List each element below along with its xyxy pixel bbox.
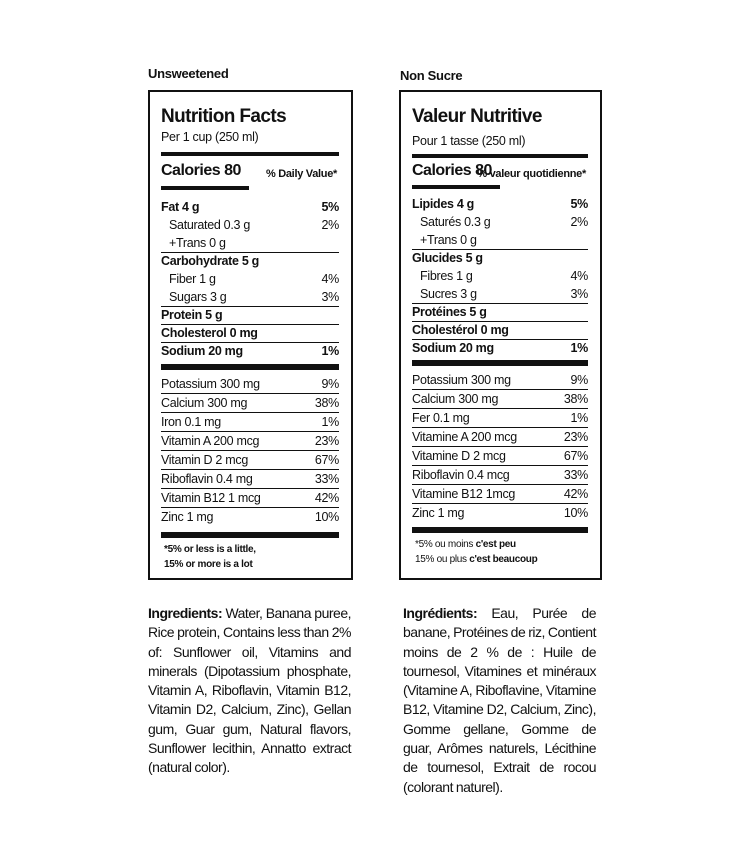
nutrient-row: Glucides 5 g: [412, 251, 483, 265]
thick-rule: [412, 527, 588, 533]
nutrient-row: Cholestérol 0 mg: [412, 321, 588, 340]
nutrient-row: Saturés 0.3 g 2%: [420, 215, 588, 229]
thick-rule: [161, 364, 339, 370]
mineral-row: Potassium 300 mg 9%: [161, 375, 339, 394]
mineral-row: Riboflavin 0.4 mg 33%: [161, 470, 339, 489]
mineral-row: Vitamin D 2 mcg 67%: [161, 451, 339, 470]
thick-rule: [412, 154, 588, 158]
nutrient-row: Protéines 5 g: [412, 303, 588, 322]
nutrition-facts-panel-fr: [399, 90, 602, 580]
mineral-row: Fer 0.1 mg 1%: [412, 409, 588, 428]
calories-rule: [412, 185, 500, 189]
ingredients-en: Ingredients: Water, Banana puree, Rice protein, Contains less than 2% of: Sunflower oil, Vitamins and minerals (Dipotassium phosphate, Vitamin A, Riboflavin, Vitamin B12, Vitamin D2, Calcium, Zinc), Gellan gum, Guar gum, Natural flavors, Sunflower lecithin, Annatto extract (natural color).: [148, 605, 351, 776]
nutrient-row: Fat 4 g 5%: [161, 200, 339, 214]
thick-rule: [161, 152, 339, 156]
mineral-row: Riboflavin 0.4 mcg 33%: [412, 466, 588, 485]
serving-size: Pour 1 tasse (250 ml): [412, 134, 526, 148]
daily-value-header: % Daily Value*: [265, 168, 337, 180]
footnote: *5% ou moins c'est peu 15% ou plus c'est beaucoup: [415, 539, 538, 565]
nutrient-row: Sodium 20 mg 1%: [412, 341, 588, 355]
calories-rule: [161, 186, 249, 190]
mineral-row: Vitamine B12 1mcg 42%: [412, 485, 588, 504]
nutrient-row: Cholesterol 0 mg: [161, 324, 339, 343]
nutrition-facts-title: Nutrition Facts: [161, 106, 287, 127]
ingredients-fr: Ingrédients: Eau, Purée de banane, Protéines de riz, Contient moins de 2 % de : Huile de tournesol, Vitamines et minéraux (Vitamine A, Riboflavine, Vitamine B12, Vitamine D2, Calcium, Zinc), Gomme gellane, Gomme de guar, Arômes naturels, Lécithine de tournesol, Extrait de rocou (colorant naturel).: [403, 605, 596, 795]
nutrition-facts-title: Valeur Nutritive: [412, 106, 542, 127]
nutrient-row: Lipides 4 g 5%: [412, 197, 588, 211]
mineral-row: Vitamine A 200 mcg 23%: [412, 428, 588, 447]
mineral-row: Vitamin B12 1 mcg 42%: [161, 489, 339, 508]
nutrient-row: Saturated 0.3 g 2%: [169, 218, 339, 232]
thick-rule: [412, 360, 588, 366]
serving-size: Per 1 cup (250 ml): [161, 130, 259, 144]
nutrient-row: +Trans 0 g: [161, 234, 339, 253]
daily-value-header-fr: % valeur quotidienne*: [477, 168, 586, 180]
mineral-row: Iron 0.1 mg 1%: [161, 413, 339, 432]
nutrient-row: Carbohydrate 5 g: [161, 254, 260, 268]
nutrient-row: Sugars 3 g 3%: [161, 288, 339, 307]
calories: Calories 80: [412, 162, 492, 179]
mineral-row: Calcium 300 mg 38%: [412, 390, 588, 409]
nutrition-facts-panel-en: [148, 90, 353, 580]
mineral-row: Potassium 300 mg 9%: [412, 371, 588, 390]
calories: Calories 80: [161, 162, 241, 179]
thick-rule: [161, 532, 339, 538]
mineral-row: Calcium 300 mg 38%: [161, 394, 339, 413]
nutrient-row: Fibres 1 g 4%: [420, 269, 588, 283]
nutrient-row: +Trans 0 g: [412, 231, 588, 250]
nutrient-row: Fiber 1 g 4%: [169, 272, 339, 286]
french-heading: Non Sucre: [400, 68, 463, 83]
mineral-row: Vitamin A 200 mcg 23%: [161, 432, 339, 451]
mineral-row: Zinc 1 mg 10%: [161, 510, 339, 524]
nutrient-row: Sucres 3 g 3%: [412, 285, 588, 304]
mineral-row: Zinc 1 mg 10%: [412, 506, 588, 520]
footnote: *5% or less is a little, 15% or more is a lot: [164, 544, 256, 570]
english-heading: Unsweetened: [148, 66, 229, 81]
nutrient-row: Sodium 20 mg 1%: [161, 344, 339, 358]
nutrient-row: Protein 5 g: [161, 306, 339, 325]
mineral-row: Vitamine D 2 mcg 67%: [412, 447, 588, 466]
